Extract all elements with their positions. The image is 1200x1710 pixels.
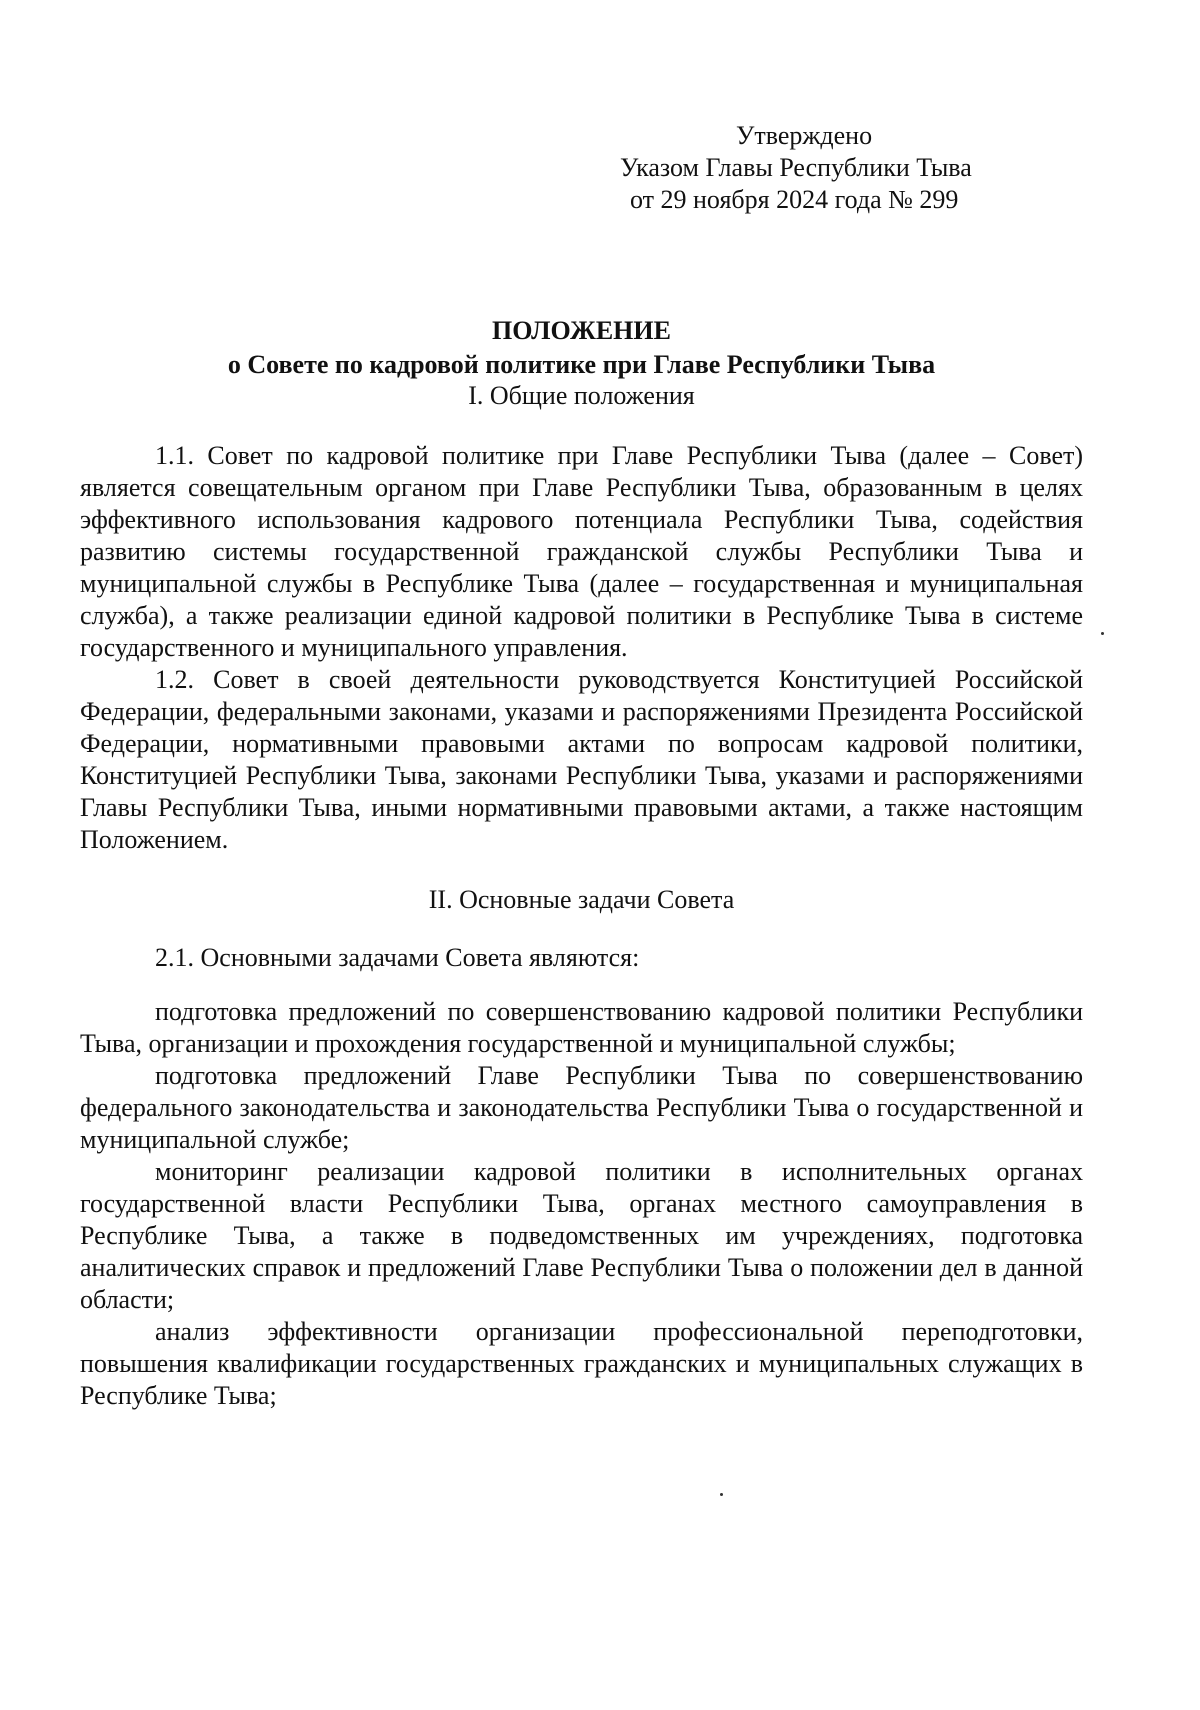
list-item: мониторинг реализации кадровой политики в исполнительных органах государственной власти Республики Тыва, органах местного самоуправления в Республике Тыва, а также в подведомственных им учреждениях, подготовка аналитических справок и предложений Главе Республики Тыва о положении дел в данной области; <box>80 1157 1083 1314</box>
title-main: ПОЛОЖЕНИЕ <box>492 316 671 345</box>
list-item: подготовка предложений по совершенствованию кадровой политики Республики Тыва, организации и прохождения государственной и муниципальной службы; <box>80 997 1083 1058</box>
approval-line-approved: Утверждено <box>736 121 873 150</box>
paragraph-1-2: 1.2. Совет в своей деятельности руководствуется Конституцией Российской Федерации, федеральными законами, указами и распоряжениями Президента Российской Федерации, нормативными правовыми актами по вопросам кадровой политики, Конституцией Республики Тыва, законами Республики Тыва, указами и распоряжениями Главы Республики Тыва, иными нормативными правовыми актами, а также настоящим Положением. <box>80 665 1083 854</box>
paragraph-1-1: 1.1. Совет по кадровой политике при Главе Республики Тыва (далее – Совет) является совещательным органом при Главе Республики Тыва, образованным в целях эффективного использования кадрового потенциала Республики Тыва, содействия развитию системы государственной гражданской службы Республики Тыва и муниципальной службы в Республике Тыва (далее – государственная и муниципальная служба), а также реализации единой кадровой политики в Республике Тыва в системе государственного и муниципального управления. <box>80 441 1083 662</box>
section-2-intro <box>80 942 1083 974</box>
section-1-body <box>80 440 1083 856</box>
approval-line-date: от 29 ноября 2024 года № 299 <box>630 185 959 214</box>
document-title <box>80 314 1083 382</box>
section-2-heading: II. Основные задачи Совета <box>428 885 735 914</box>
approval-stamp <box>620 120 1080 216</box>
scan-speck <box>720 1493 723 1496</box>
scan-speck <box>1101 632 1104 635</box>
section-1-heading: I. Общие положения <box>468 381 695 410</box>
list-item: подготовка предложений Главе Республики Тыва по совершенствованию федерального законодательства и законодательства Республики Тыва о государственной и муниципальной службе; <box>80 1061 1083 1154</box>
paragraph-2-1: 2.1. Основными задачами Совета являются: <box>155 943 640 972</box>
title-subtitle: о Совете по кадровой политике при Главе Республики Тыва <box>227 350 936 379</box>
approval-line-decree: Указом Главы Республики Тыва <box>620 153 972 182</box>
list-item: анализ эффективности организации профессиональной переподготовки, повышения квалификации государственных гражданских и муниципальных служащих в Республике Тыва; <box>80 1317 1083 1410</box>
section-2-task-list <box>80 996 1083 1412</box>
